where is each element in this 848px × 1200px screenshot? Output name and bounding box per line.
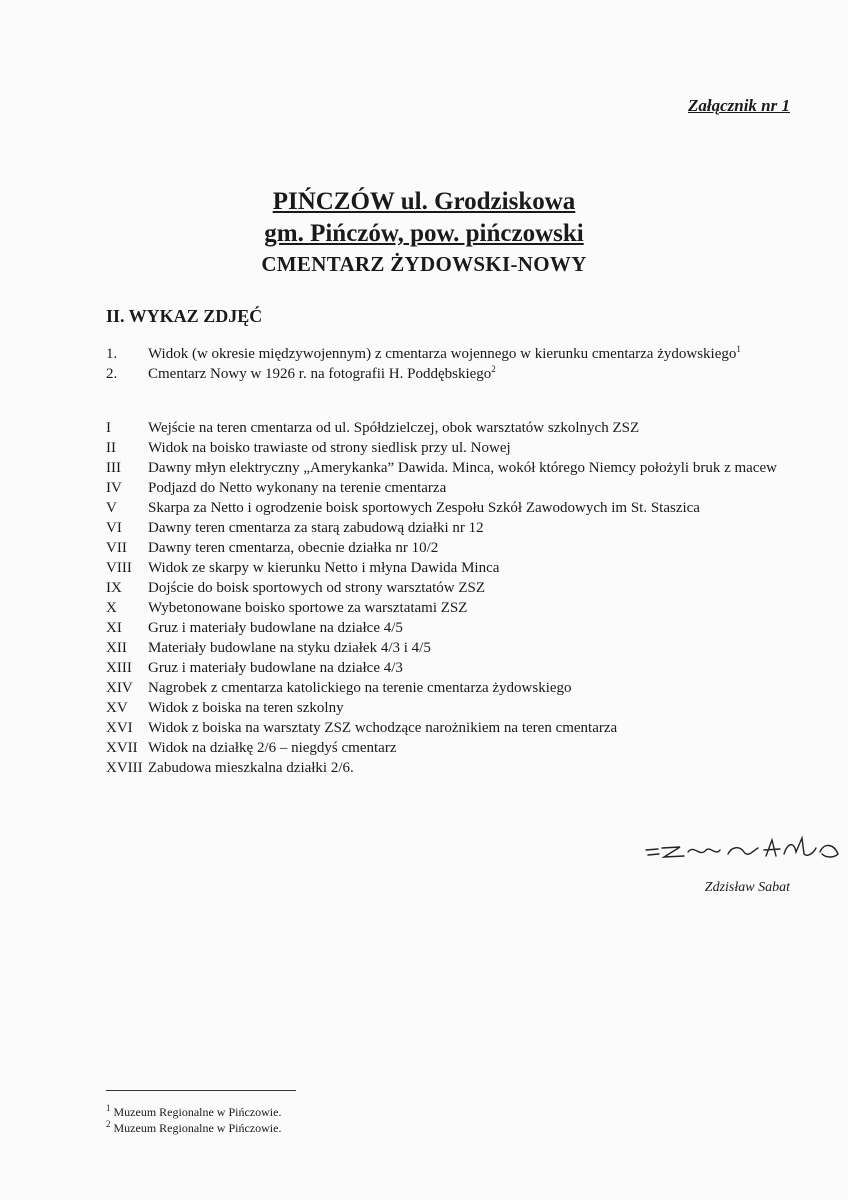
list-item bbox=[106, 718, 786, 738]
item-text bbox=[148, 538, 786, 558]
list-item bbox=[106, 438, 786, 458]
item-number: III bbox=[106, 460, 121, 476]
item-text-content: Zabudowa mieszkalna działki 2/6. bbox=[148, 760, 354, 776]
item-number: X bbox=[106, 600, 117, 616]
list-item bbox=[106, 598, 786, 618]
item-text-content: Dojście do boisk sportowych od strony warsztatów ZSZ bbox=[148, 580, 486, 596]
item-text bbox=[148, 364, 786, 384]
item-text bbox=[148, 498, 786, 518]
item-number: XVIII bbox=[106, 760, 143, 776]
item-number: V bbox=[106, 500, 117, 516]
list-item bbox=[106, 518, 786, 538]
item-text-content: Wybetonowane boisko sportowe za warsztatami ZSZ bbox=[148, 600, 468, 616]
item-text bbox=[148, 438, 786, 458]
item-text-content: Skarpa za Netto i ogrodzenie boisk sportowych Zespołu Szkół Zawodowych im St. Staszica bbox=[148, 500, 700, 516]
item-text bbox=[148, 344, 786, 364]
list-item bbox=[106, 638, 786, 658]
handwritten-signature bbox=[644, 828, 844, 878]
list-item bbox=[106, 758, 786, 778]
item-text bbox=[148, 418, 786, 438]
item-number: XVI bbox=[106, 720, 133, 736]
item-text-content: Widok na działkę 2/6 – niegdyś cmentarz bbox=[148, 740, 397, 756]
list-item bbox=[106, 558, 786, 578]
item-number: VI bbox=[106, 520, 122, 536]
footnote-text: Muzeum Regionalne w Pińczowie. bbox=[110, 1121, 282, 1135]
item-text-content: Cmentarz Nowy w 1926 r. na fotografii H. Poddębskiego bbox=[148, 366, 492, 382]
item-text bbox=[148, 618, 786, 638]
photo-list bbox=[106, 418, 786, 778]
item-number: VII bbox=[106, 540, 127, 556]
list-item bbox=[106, 344, 786, 364]
footnote-divider bbox=[106, 1090, 296, 1091]
list-item bbox=[106, 618, 786, 638]
footnote-mark: 2 bbox=[106, 1119, 111, 1129]
list-item bbox=[106, 418, 786, 438]
item-text-content: Widok z boiska na teren szkolny bbox=[148, 700, 344, 716]
title-line-1: PIŃCZÓW ul. Grodziskowa bbox=[272, 188, 576, 215]
item-text-content: Widok ze skarpy w kierunku Netto i młyna Dawida Minca bbox=[148, 560, 500, 576]
item-number: XV bbox=[106, 700, 128, 716]
item-number: 2. bbox=[106, 366, 118, 382]
item-text-content: Dawny młyn elektryczny „Amerykanka” Dawida. Minca, wokół którego Niemcy położyli bruk z macew bbox=[148, 460, 777, 476]
list-item bbox=[106, 738, 786, 758]
footnotes bbox=[106, 1104, 281, 1136]
item-text-content: Materiały budowlane na styku działek 4/3 i 4/5 bbox=[148, 640, 431, 656]
historical-photo-list bbox=[106, 344, 786, 384]
list-item bbox=[106, 478, 786, 498]
title-block bbox=[0, 186, 848, 278]
footnote-text: Muzeum Regionalne w Pińczowie. bbox=[110, 1105, 282, 1119]
list-item bbox=[106, 678, 786, 698]
item-text-content: Podjazd do Netto wykonany na terenie cmentarza bbox=[148, 480, 447, 496]
item-text bbox=[148, 578, 786, 598]
item-text-content: Gruz i materiały budowlane na działce 4/3 bbox=[148, 660, 403, 676]
list-item bbox=[106, 698, 786, 718]
section-heading: II. WYKAZ ZDJĘĆ bbox=[106, 306, 263, 326]
item-text bbox=[148, 458, 786, 478]
item-text bbox=[148, 518, 786, 538]
item-number: IX bbox=[106, 580, 122, 596]
item-number: IV bbox=[106, 480, 122, 496]
item-text bbox=[148, 658, 786, 678]
annex-label: Załącznik nr 1 bbox=[687, 96, 790, 115]
list-item bbox=[106, 578, 786, 598]
list-item bbox=[106, 458, 786, 478]
item-number: XIII bbox=[106, 660, 132, 676]
item-text bbox=[148, 758, 786, 778]
title-line-2: gm. Pińczów, pow. pińczowski bbox=[264, 220, 584, 247]
footnote-reference: 1 bbox=[736, 344, 741, 354]
item-text bbox=[148, 678, 786, 698]
list-item bbox=[106, 658, 786, 678]
item-number: II bbox=[106, 440, 116, 456]
footnote-mark: 1 bbox=[106, 1103, 111, 1113]
item-text bbox=[148, 558, 786, 578]
item-text-content: Nagrobek z cmentarza katolickiego na terenie cmentarza żydowskiego bbox=[148, 680, 572, 696]
item-text-content: Widok (w okresie międzywojennym) z cmentarza wojennego w kierunku cmentarza żydowskiego bbox=[148, 346, 737, 362]
list-item bbox=[106, 498, 786, 518]
footnote bbox=[106, 1104, 281, 1120]
list-item bbox=[106, 364, 786, 384]
item-text bbox=[148, 598, 786, 618]
item-number: XI bbox=[106, 620, 122, 636]
title-line-3: CMENTARZ ŻYDOWSKI-NOWY bbox=[261, 252, 587, 276]
item-number: 1. bbox=[106, 346, 118, 362]
item-number: XII bbox=[106, 640, 127, 656]
item-text bbox=[148, 718, 786, 738]
list-item bbox=[106, 538, 786, 558]
footnote bbox=[106, 1120, 281, 1136]
item-text-content: Gruz i materiały budowlane na działce 4/5 bbox=[148, 620, 403, 636]
item-text bbox=[148, 738, 786, 758]
item-text-content: Widok z boiska na warsztaty ZSZ wchodzące narożnikiem na teren cmentarza bbox=[148, 720, 618, 736]
item-text-content: Wejście na teren cmentarza od ul. Spółdzielczej, obok warsztatów szkolnych ZSZ bbox=[148, 420, 640, 436]
item-text-content: Widok na boisko trawiaste od strony siedlisk przy ul. Nowej bbox=[148, 440, 511, 456]
item-text-content: Dawny teren cmentarza za starą zabudową działki nr 12 bbox=[148, 520, 484, 536]
item-number: VIII bbox=[106, 560, 132, 576]
signature-name: Zdzisław Sabat bbox=[704, 880, 790, 895]
item-text-content: Dawny teren cmentarza, obecnie działka nr 10/2 bbox=[148, 540, 439, 556]
item-text bbox=[148, 478, 786, 498]
item-number: I bbox=[106, 420, 111, 436]
item-text bbox=[148, 698, 786, 718]
item-number: XIV bbox=[106, 680, 133, 696]
footnote-reference: 2 bbox=[491, 364, 496, 374]
item-text bbox=[148, 638, 786, 658]
item-number: XVII bbox=[106, 740, 138, 756]
